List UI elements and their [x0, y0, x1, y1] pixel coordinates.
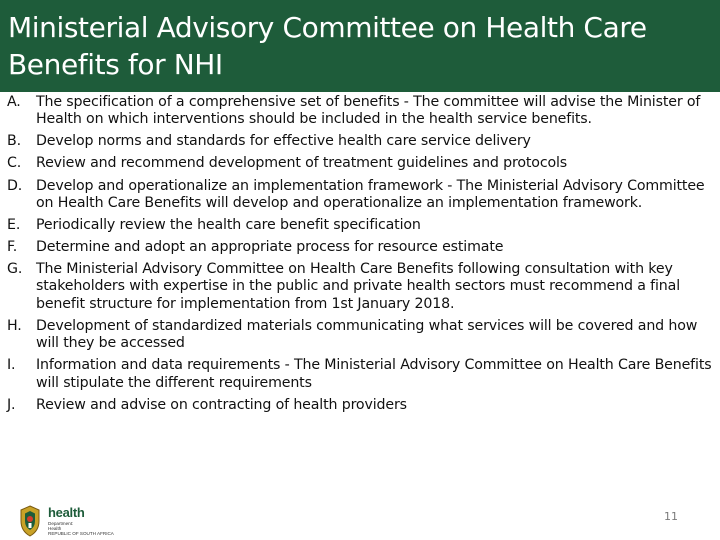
list-item-text: Determine and adopt an appropriate process for resource estimate: [36, 239, 504, 256]
logo-dept-line: Health: [48, 526, 62, 532]
list-item-text: Review and advise on contracting of health providers: [36, 396, 407, 413]
list-item: [7, 318, 715, 353]
slide-title: Ministerial Advisory Committee on Health Care Benefits for NHI: [8, 11, 647, 81]
logo-dept-line: Department:: [48, 521, 74, 526]
list-marker: J.: [7, 396, 16, 413]
list-item: [7, 155, 715, 172]
department-of-health-logo: [14, 503, 144, 540]
list-item-text: Review and recommend development of treatment guidelines and protocols: [36, 155, 568, 172]
list-item: [7, 397, 715, 414]
list-item: [7, 217, 715, 234]
list-item-text: Develop norms and standards for effective health care service delivery: [36, 133, 531, 150]
coat-of-arms-icon: [18, 505, 42, 537]
list-marker: A.: [7, 94, 21, 110]
list-item: [7, 94, 715, 129]
list-item: [7, 178, 715, 213]
list-item: [7, 133, 715, 150]
list-item-text: Periodically review the health care benefit specification: [36, 216, 421, 233]
page-number: 11: [664, 510, 678, 523]
list-item-text: The Ministerial Advisory Committee on Health Care Benefits following consultation with key stakeholders with expertise in the public and private health sectors must recommend a final benefit structure for implementation from 1st January 2018.: [36, 261, 680, 312]
list-item: [7, 239, 715, 256]
slide-title-bar: [0, 0, 720, 92]
list-marker: I.: [7, 357, 16, 374]
list-marker: B.: [7, 133, 21, 150]
list-marker: E.: [7, 216, 21, 233]
list-marker: F.: [7, 239, 18, 256]
logo-department-text: [48, 521, 138, 537]
list-item-text: Information and data requirements - The Ministerial Advisory Committee on Health Care Benefits will stipulate the different requirements: [36, 357, 712, 391]
list-marker: H.: [7, 317, 22, 334]
list-item-text: Development of standardized materials communicating what services will be covered and how will they be accessed: [36, 317, 698, 352]
list-marker: C.: [7, 155, 22, 172]
list-item: [7, 357, 715, 392]
list-item-text: The specification of a comprehensive set of benefits - The committee will advise the Minister of Health on which interventions should be included in the health service benefits.: [36, 94, 701, 128]
list-marker: G.: [7, 261, 23, 278]
benefit-items-list: [7, 94, 715, 419]
logo-dept-line: REPUBLIC OF SOUTH AFRICA: [48, 531, 114, 537]
logo-brand: health: [48, 505, 85, 520]
list-marker: D.: [7, 177, 23, 194]
list-item-text: Develop and operationalize an implementation framework - The Ministerial Advisory Committee on Health Care Benefits will develop and operationalize an implementation framework.: [36, 177, 705, 211]
list-item: [7, 261, 715, 313]
